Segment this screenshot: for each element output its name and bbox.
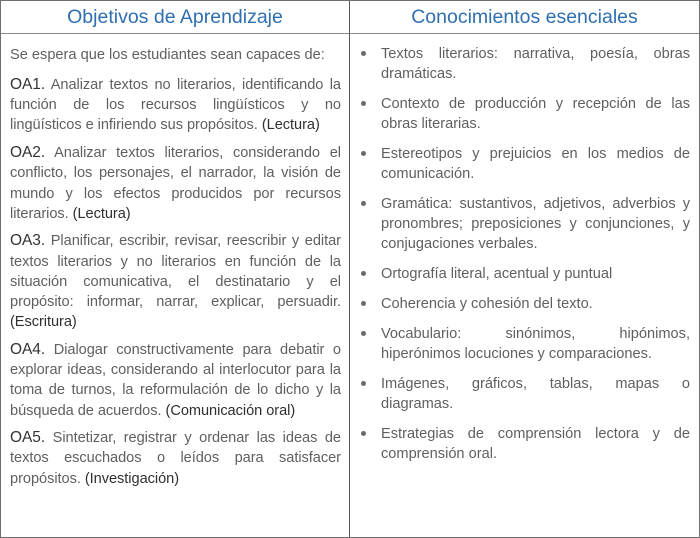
essential-knowledge-column — [350, 1, 699, 537]
knowledge-item — [359, 324, 690, 364]
objective-tag: (Lectura) — [261, 117, 320, 134]
bullet-icon — [361, 331, 366, 336]
objective-oa4 — [10, 340, 341, 421]
knowledge-item-text: Estrategias de comprensión lectora y de comprensión oral. — [381, 425, 690, 462]
knowledge-item — [359, 264, 690, 284]
objective-text: Analizar textos no literarios, identificando la función de los recursos lingüísticos y no lingüísticos e infiriendo sus propósitos. — [10, 77, 341, 134]
objective-tag: (Escritura) — [10, 314, 77, 331]
knowledge-item-text: Ortografía literal, acentual y puntual — [381, 266, 613, 283]
bullet-icon — [361, 431, 366, 436]
knowledge-item — [359, 144, 690, 184]
objective-tag: (Investigación) — [84, 470, 180, 487]
bullet-icon — [361, 101, 366, 106]
objective-oa5 — [10, 428, 341, 489]
objective-code: OA1. — [10, 76, 46, 93]
objective-text: Dialogar constructivamente para debatir o explorar ideas, considerando al interlocutor para la toma de turnos, la reformulación de lo dicho y la búsqueda de acuerdos. — [10, 341, 341, 419]
knowledge-item-text: Gramática: sustantivos, adjetivos, adverbios y pronombres; preposiciones y conjunciones, y conjugaciones verbales. — [381, 196, 690, 253]
bullet-icon — [361, 51, 366, 56]
knowledge-item — [359, 44, 690, 84]
learning-objectives-body — [1, 34, 349, 489]
essential-knowledge-header: Conocimientos esenciales — [350, 1, 699, 34]
objective-tag: (Comunicación oral) — [165, 402, 296, 419]
knowledge-item — [359, 424, 690, 464]
essential-knowledge-body — [350, 34, 699, 464]
objective-code: OA4. — [10, 340, 46, 358]
objective-code: OA2. — [10, 144, 46, 162]
bullet-icon — [361, 271, 366, 276]
objective-text: Analizar textos literarios, considerando el conflicto, los personajes, el narrador, la visión de mundo y los efectos producidos por recursos literarios. — [10, 145, 341, 222]
bullet-icon — [361, 151, 366, 156]
objective-oa2 — [10, 143, 341, 224]
objective-code: OA3. — [10, 232, 46, 250]
knowledge-list — [359, 44, 690, 464]
objective-tag: (Lectura) — [72, 205, 131, 222]
learning-objectives-column — [1, 1, 350, 537]
knowledge-item-text: Estereotipos y prejuicios en los medios de comunicación. — [381, 146, 690, 183]
objective-oa1 — [10, 75, 341, 136]
bullet-icon — [361, 381, 366, 386]
bullet-icon — [361, 201, 366, 206]
knowledge-item — [359, 94, 690, 134]
knowledge-item — [359, 374, 690, 414]
objective-code: OA5. — [10, 429, 46, 447]
knowledge-item-text: Imágenes, gráficos, tablas, mapas o diagramas. — [381, 375, 690, 412]
knowledge-item-text: Contexto de producción y recepción de las obras literarias. — [381, 96, 690, 133]
objectives-intro: Se espera que los estudiantes sean capaces de: — [10, 47, 325, 63]
knowledge-item — [359, 294, 690, 314]
knowledge-item-text: Textos literarios: narrativa, poesía, obras dramáticas. — [381, 46, 690, 83]
bullet-icon — [361, 301, 366, 306]
objective-oa3 — [10, 231, 341, 332]
objective-text: Sintetizar, registrar y ordenar las ideas de textos escuchados o leídos para satisfacer propósitos. — [10, 430, 341, 487]
knowledge-item-text: Vocabulario: sinónimos, hipónimos, hiperónimos locuciones y comparaciones. — [381, 325, 690, 362]
learning-objectives-header: Objetivos de Aprendizaje — [1, 1, 349, 34]
objective-text: Planificar, escribir, revisar, reescribir y editar textos literarios y no literarios en función de la situación comunicativa, el destinatario y el propósito: informar, narrar, explicar, persuadir. — [10, 233, 341, 311]
knowledge-item — [359, 194, 690, 255]
knowledge-item-text: Coherencia y cohesión del texto. — [381, 296, 593, 312]
